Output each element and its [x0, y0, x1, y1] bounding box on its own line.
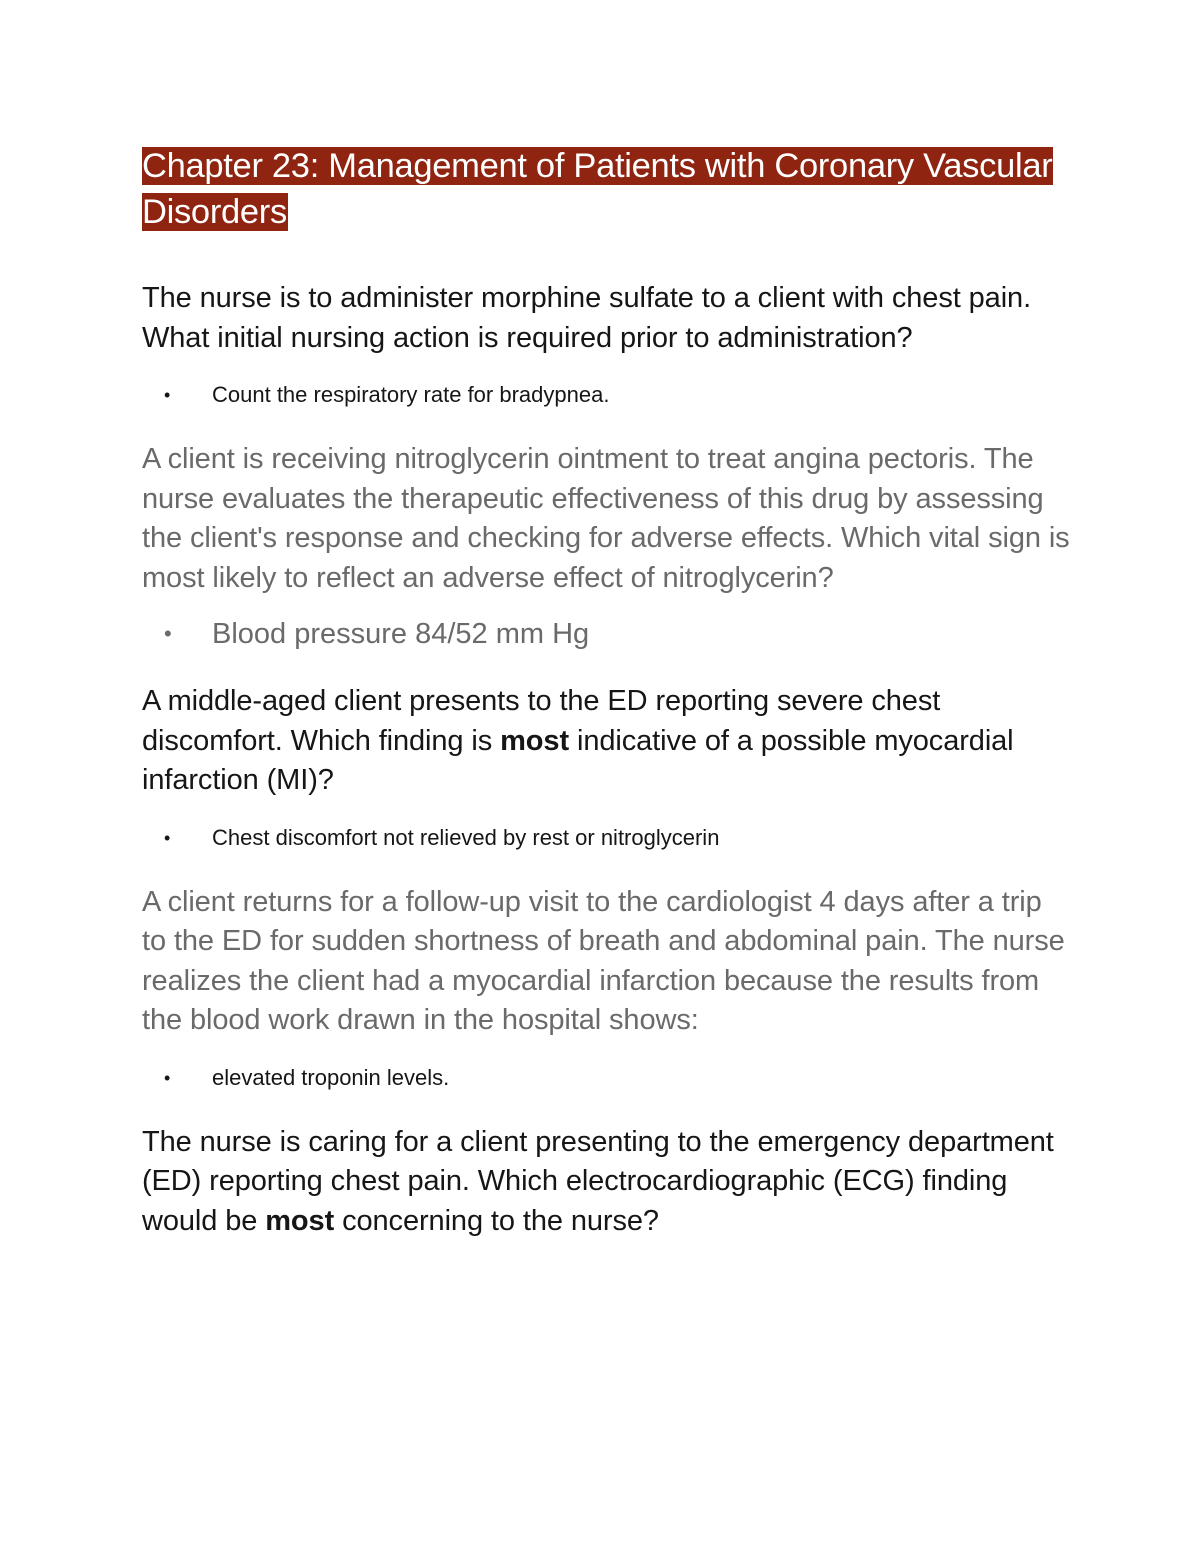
- bullet-icon: •: [164, 621, 172, 646]
- question-5-text-part-1: The nurse is caring for a client presenting to the emergency department (ED) reporting chest pain. Which electrocardiographic (ECG) finding would be: [142, 1125, 1054, 1237]
- bullet-icon: •: [164, 1067, 171, 1088]
- answer-3-text: Chest discomfort not relieved by rest or nitroglycerin: [212, 824, 720, 850]
- answer-2: [142, 616, 1072, 652]
- answer-list-2: [142, 616, 1072, 652]
- question-2-text: A client is receiving nitroglycerin ointment to treat angina pectoris. The nurse evaluates the therapeutic effectiveness of this drug by assessing the client's response and checking for adverse effects. Which vital sign is most likely to reflect an adverse effect of nitroglycerin?: [142, 443, 1070, 594]
- answer-list-4: [142, 1063, 1072, 1093]
- answer-3: [142, 823, 1072, 853]
- question-4: [142, 883, 1072, 1041]
- answer-4-text: elevated troponin levels.: [212, 1064, 450, 1090]
- bullet-icon: •: [164, 385, 171, 405]
- answer-2-text: Blood pressure 84/52 mm Hg: [212, 618, 590, 650]
- chapter-title-text: Chapter 23: Management of Patients with Coronary Vascular Disorders: [142, 147, 1053, 231]
- bullet-icon: •: [164, 827, 171, 848]
- answer-list-3: [142, 823, 1072, 853]
- answer-1: [142, 380, 1072, 410]
- question-1: [142, 279, 1072, 358]
- question-3-emphasis: most: [500, 724, 570, 757]
- question-1-text: The nurse is to administer morphine sulfate to a client with chest pain. What initial nursing action is required prior to administration?: [142, 282, 1032, 354]
- chapter-title: [142, 143, 1072, 235]
- question-5: [142, 1123, 1072, 1242]
- answer-list-1: [142, 380, 1072, 410]
- question-3-text-part-2: indicative of a possible myocardial infarction (MI)?: [142, 724, 1014, 796]
- question-2: [142, 440, 1072, 598]
- question-4-text: A client returns for a follow-up visit to the cardiologist 4 days after a trip to the ED for sudden shortness of breath and abdominal pain. The nurse realizes the client had a myocardial infarction because the results from the blood work drawn in the hospital shows:: [142, 885, 1065, 1036]
- question-3: [142, 682, 1072, 801]
- answer-1-text: Count the respiratory rate for bradypnea.: [212, 382, 610, 407]
- question-3-text-part-1: A middle-aged client presents to the ED reporting severe chest discomfort. Which finding is: [142, 685, 941, 757]
- document-page: [142, 143, 1072, 1241]
- question-5-text-part-2: concerning to the nurse?: [334, 1204, 659, 1237]
- answer-4: [142, 1063, 1072, 1093]
- question-5-emphasis: most: [265, 1204, 335, 1237]
